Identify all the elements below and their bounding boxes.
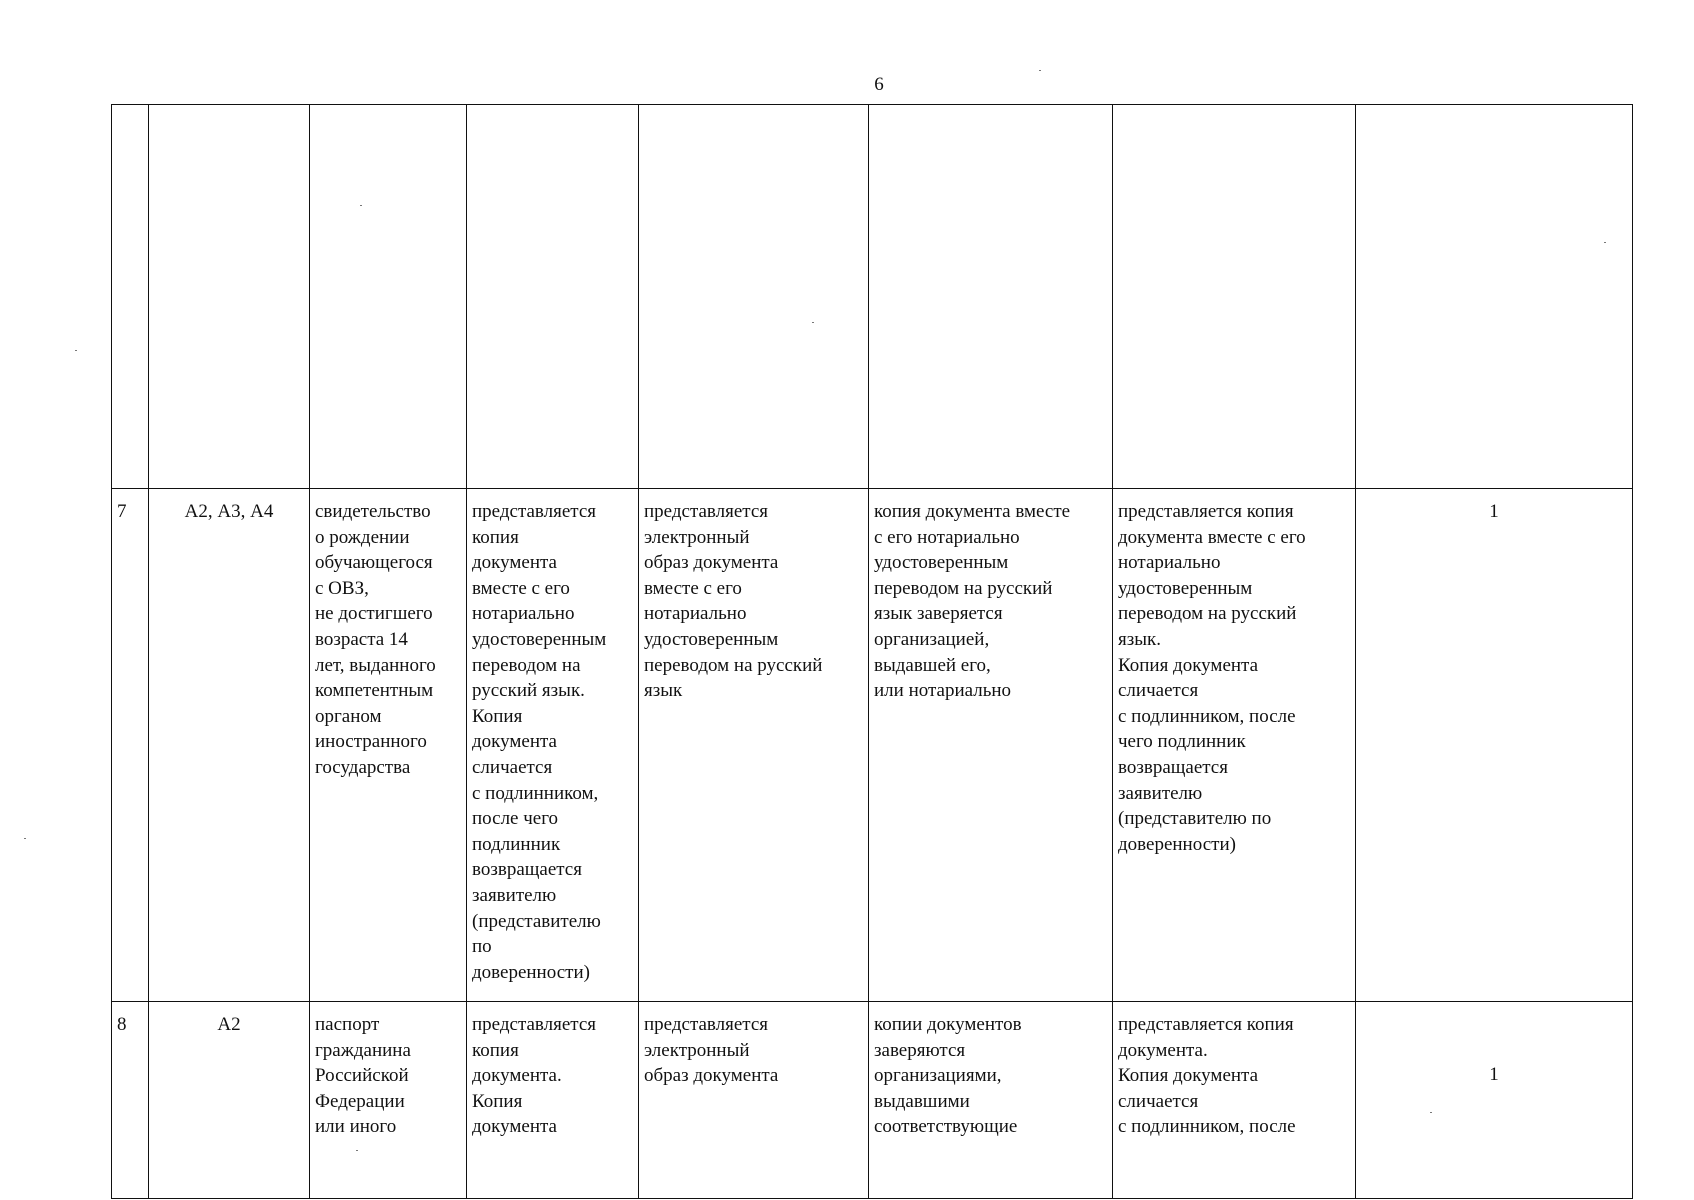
scan-speck <box>1430 1112 1432 1113</box>
applicant-codes: А2 <box>149 1002 310 1199</box>
applicant-codes: А2, А3, А4 <box>149 489 310 1002</box>
mail-submission: представляется копия документа. Копия документа сличается с подлинником, после <box>1113 1002 1356 1199</box>
in-person-submission: представляется копия документа вместе с его нотариально удостоверенным переводом на русский язык. Копия документа сличается с подлинником, после чего подлинник возвращается заявителю (представителю по доверенности) <box>467 489 639 1002</box>
table-row <box>112 1002 1633 1199</box>
scan-speck <box>24 838 26 839</box>
scan-speck <box>356 1150 358 1151</box>
table-cell <box>869 105 1113 489</box>
table-cell <box>1356 105 1633 489</box>
table-row-continued <box>112 105 1633 489</box>
document-name: свидетельство о рождении обучающегося с ОВЗ, не достигшего возраста 14 лет, выданного компетентным органом иностранного государства <box>310 489 467 1002</box>
scan-speck <box>360 205 362 206</box>
electronic-submission: представляется электронный образ документа вместе с его нотариально удостоверенным переводом на русский язык <box>639 489 869 1002</box>
document-name: паспорт гражданина Российской Федерации или иного <box>310 1002 467 1199</box>
copies-count: 1 <box>1356 489 1633 1002</box>
row-number: 7 <box>112 489 149 1002</box>
certification-requirements: копия документа вместе с его нотариально удостоверенным переводом на русский язык заверяется организацией, выдавшей его, или нотариально <box>869 489 1113 1002</box>
table-cell <box>310 105 467 489</box>
scan-speck <box>75 350 77 351</box>
table-cell <box>1113 105 1356 489</box>
mail-submission: представляется копия документа вместе с его нотариально удостоверенным переводом на русский язык. Копия документа сличается с подлинником, после чего подлинник возвращается заявителю (представителю по доверенности) <box>1113 489 1356 1002</box>
table-cell <box>467 105 639 489</box>
scan-speck <box>1604 242 1606 243</box>
table-cell <box>112 105 149 489</box>
scan-speck <box>1039 70 1041 71</box>
electronic-submission: представляется электронный образ документа <box>639 1002 869 1199</box>
table-row <box>112 489 1633 1002</box>
in-person-submission: представляется копия документа. Копия документа <box>467 1002 639 1199</box>
table-cell <box>149 105 310 489</box>
copies-count: 1 <box>1356 1002 1633 1199</box>
documents-table <box>111 104 1633 1199</box>
scan-speck <box>812 322 814 323</box>
table-cell <box>639 105 869 489</box>
page-number: 6 <box>874 74 884 95</box>
row-number: 8 <box>112 1002 149 1199</box>
certification-requirements: копии документов заверяются организациями, выдавшими соответствующие <box>869 1002 1113 1199</box>
